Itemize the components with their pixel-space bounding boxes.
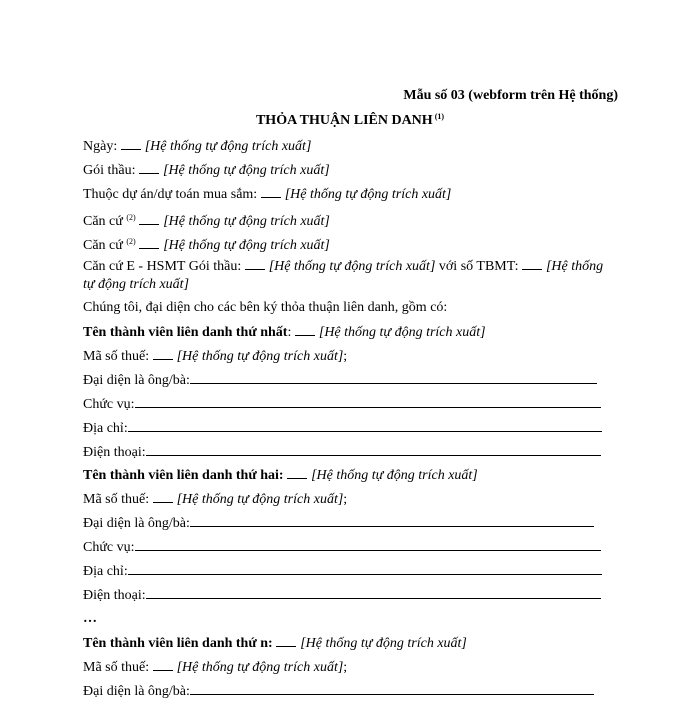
project-line — [83, 185, 613, 204]
member1-rep-line — [83, 371, 613, 390]
date-blank[interactable] — [121, 137, 141, 150]
intro-text: Chúng tôi, đại diện cho các bên ký thỏa thuận liên danh, gồm có: — [83, 300, 448, 315]
member2-address-label: Địa chỉ: — [83, 564, 128, 579]
member1-phone-line — [83, 443, 613, 462]
memberN-name-blank[interactable] — [276, 634, 296, 647]
project-label: Thuộc dự án/dự toán mua sắm: — [83, 187, 258, 202]
package-blank[interactable] — [139, 161, 159, 174]
member2-phone-field[interactable] — [146, 586, 601, 599]
member1-tax-label: Mã số thuế: — [83, 349, 150, 364]
member1-heading: Tên thành viên liên danh thứ nhất — [83, 325, 288, 340]
memberN-tax-suffix: ; — [343, 660, 348, 675]
basis-blank[interactable] — [139, 236, 159, 249]
member2-address-line — [83, 562, 613, 581]
date-line — [83, 137, 613, 156]
date-label: Ngày: — [83, 139, 118, 154]
member2-rep-field[interactable] — [190, 514, 594, 527]
member1-name-auto: [Hệ thống tự động trích xuất] — [318, 325, 486, 340]
memberN-tax-auto: [Hệ thống tự động trích xuất] — [176, 660, 344, 675]
member2-position-field[interactable] — [135, 538, 601, 551]
member2-name-blank[interactable] — [287, 466, 307, 479]
member1-tax-auto: [Hệ thống tự động trích xuất] — [176, 349, 344, 364]
member1-position-field[interactable] — [135, 395, 601, 408]
package-auto-value: [Hệ thống tự động trích xuất] — [163, 163, 330, 178]
member2-address-field[interactable] — [128, 562, 602, 575]
member1-address-label: Địa chỉ: — [83, 421, 128, 436]
member1-position-line — [83, 395, 613, 414]
project-auto-value: [Hệ thống tự động trích xuất] — [284, 187, 452, 202]
memberN-heading: Tên thành viên liên danh thứ n: — [83, 636, 273, 651]
package-line — [83, 161, 613, 180]
member2-rep-label: Đại diện là ông/bà: — [83, 516, 190, 531]
memberN-name-auto: [Hệ thống tự động trích xuất] — [300, 636, 467, 651]
basis-line-2 — [83, 233, 613, 255]
form-code: Mẫu số 03 (webform trên Hệ thống) — [403, 88, 618, 103]
memberN-heading-line — [83, 634, 613, 653]
ehsmt-line — [83, 257, 608, 294]
basis-line-1 — [83, 209, 613, 231]
member2-heading-line — [83, 466, 613, 485]
member1-address-line — [83, 419, 613, 438]
basis-auto-value: [Hệ thống tự động trích xuất] — [163, 214, 330, 229]
basis-label: Căn cứ — [83, 214, 123, 229]
member1-phone-label: Điện thoại: — [83, 445, 146, 460]
package-label: Gói thầu: — [83, 163, 136, 178]
member2-phone-line — [83, 586, 613, 605]
member2-tax-label: Mã số thuế: — [83, 492, 150, 507]
member1-heading-colon: : — [287, 325, 292, 340]
memberN-rep-label: Đại diện là ông/bà: — [83, 684, 190, 699]
tbmt-blank[interactable] — [522, 257, 542, 270]
member1-phone-field[interactable] — [146, 443, 601, 456]
memberN-tax-blank[interactable] — [153, 658, 173, 671]
member1-position-label: Chức vụ: — [83, 397, 135, 412]
member2-position-label: Chức vụ: — [83, 540, 135, 555]
member2-rep-line — [83, 514, 613, 533]
member1-address-field[interactable] — [128, 419, 602, 432]
member2-tax-blank[interactable] — [153, 490, 173, 503]
member2-tax-auto: [Hệ thống tự động trích xuất] — [176, 492, 344, 507]
member1-rep-field[interactable] — [190, 371, 597, 384]
member2-phone-label: Điện thoại: — [83, 588, 146, 603]
tbmt-auto-value: [Hệ thống tự động trích xuất] — [83, 259, 604, 292]
memberN-tax-label: Mã số thuế: — [83, 660, 150, 675]
ellipsis: … — [83, 611, 97, 626]
member2-heading: Tên thành viên liên danh thứ hai: — [83, 468, 284, 483]
member1-rep-label: Đại diện là ông/bà: — [83, 373, 190, 388]
member2-tax-line — [83, 490, 613, 509]
ehsmt-auto-value: [Hệ thống tự động trích xuất] — [268, 259, 436, 274]
basis-footnote-ref: (2) — [126, 213, 136, 222]
member1-tax-blank[interactable] — [153, 347, 173, 360]
memberN-rep-line — [83, 682, 613, 701]
tbmt-label: với số TBMT: — [438, 259, 519, 274]
title-text: THỎA THUẬN LIÊN DANH — [255, 113, 433, 128]
memberN-tax-line — [83, 658, 613, 677]
basis-label: Căn cứ — [83, 238, 123, 253]
member1-tax-suffix: ; — [343, 349, 348, 364]
ehsmt-blank[interactable] — [245, 257, 265, 270]
member2-tax-suffix: ; — [343, 492, 348, 507]
member1-name-blank[interactable] — [295, 323, 315, 336]
member1-tax-line — [83, 347, 613, 366]
date-auto-value: [Hệ thống tự động trích xuất] — [144, 139, 312, 154]
title-footnote-ref: (1) — [434, 112, 445, 121]
basis-footnote-ref: (2) — [126, 237, 136, 246]
member1-heading-line — [83, 323, 613, 342]
project-blank[interactable] — [261, 185, 281, 198]
basis-auto-value: [Hệ thống tự động trích xuất] — [163, 238, 330, 253]
document-title — [0, 112, 700, 129]
memberN-rep-field[interactable] — [190, 682, 594, 695]
basis-blank[interactable] — [139, 212, 159, 225]
member2-position-line — [83, 538, 613, 557]
ehsmt-label: Căn cứ E - HSMT Gói thầu: — [83, 259, 242, 274]
member2-name-auto: [Hệ thống tự động trích xuất] — [311, 468, 478, 483]
